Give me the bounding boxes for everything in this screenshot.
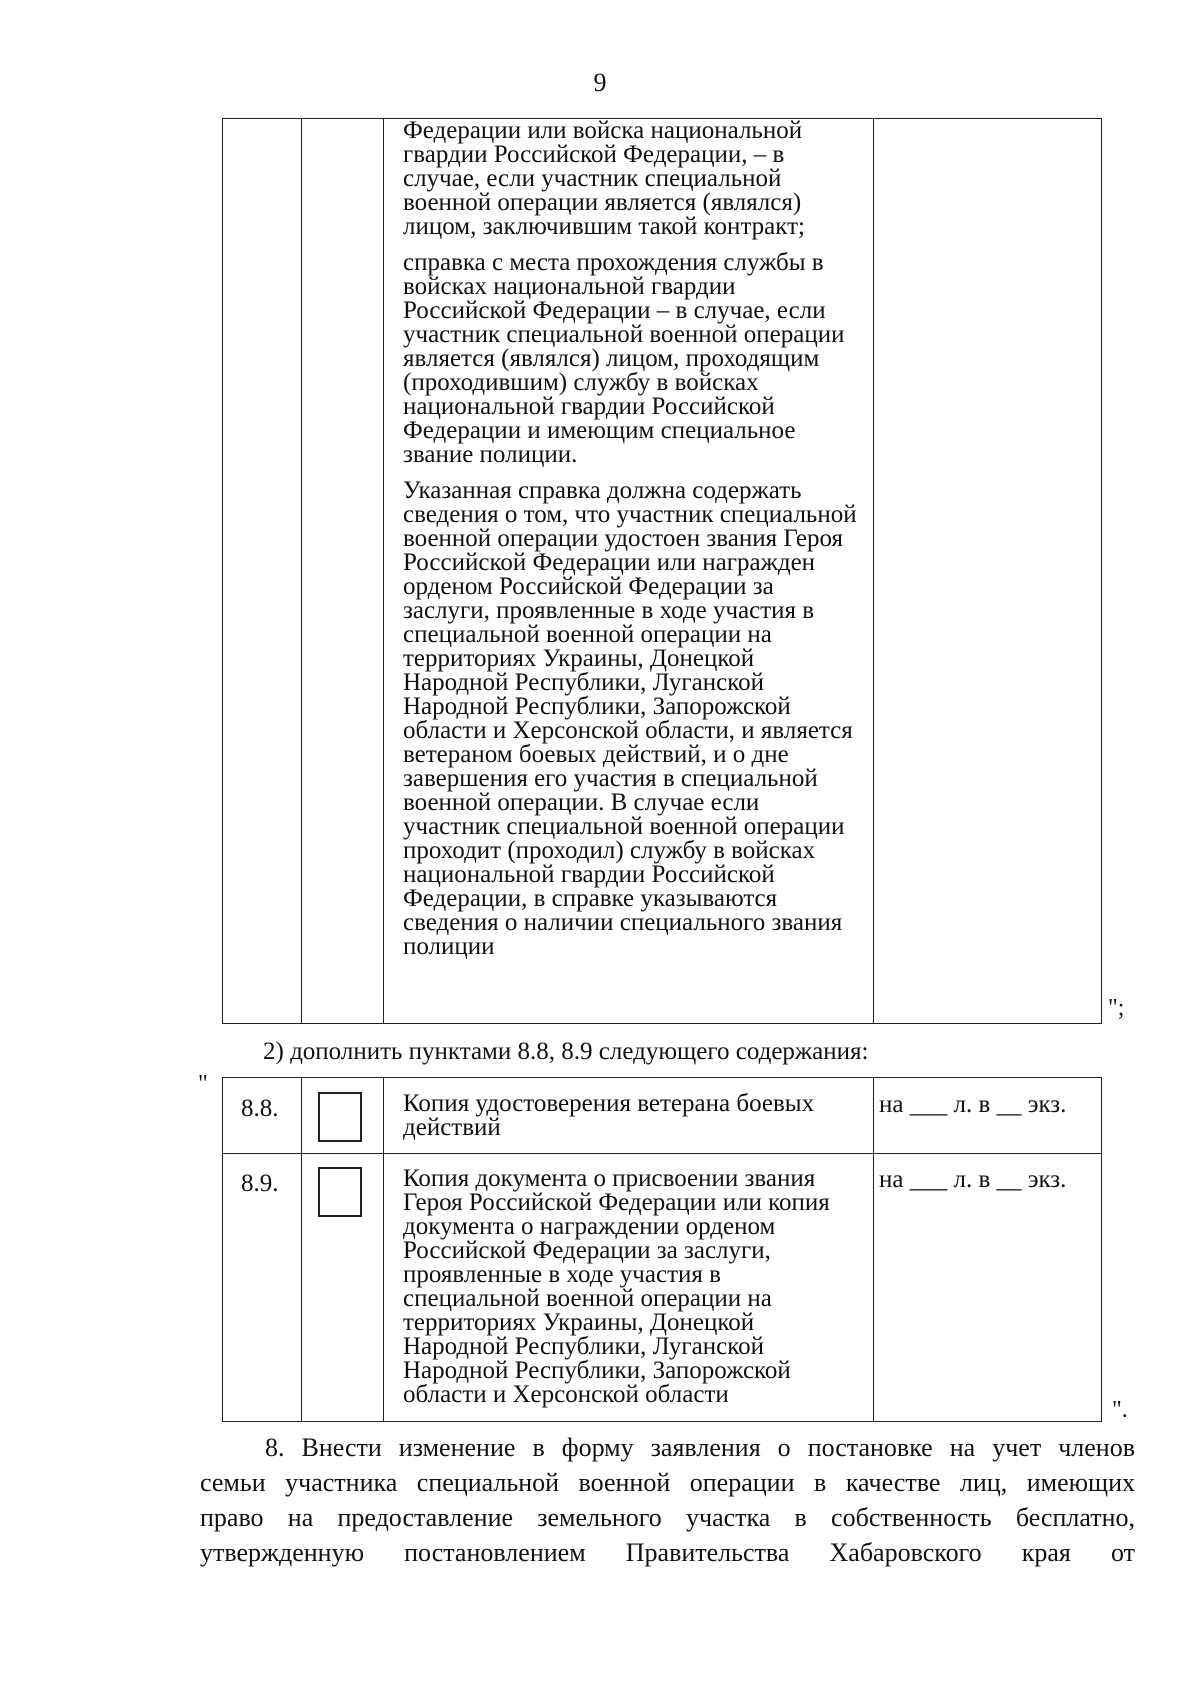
paragraph-line: утвержденную постановлением Правительства Хабаровского края от — [200, 1538, 1135, 1567]
column-divider — [301, 119, 302, 1023]
sheet-copy-count: на ___ л. в __ экз. — [879, 1091, 1067, 1118]
paragraph-line: право на предоставление земельного участка в собственность бесплатно, — [200, 1503, 1135, 1532]
item-number: 8.9. — [241, 1170, 279, 1197]
item-number: 8.8. — [241, 1095, 279, 1122]
paragraph-line: 8. Внести изменение в форму заявления о постановке на учет членов — [265, 1433, 1135, 1462]
page-number: 9 — [593, 68, 607, 97]
paragraph-8 — [200, 1430, 1135, 1570]
table-row — [223, 1153, 1101, 1421]
item-description: Копия документа о присвоении звания Героя Российской Федерации или копия документа о награждении орденом Российской Федерации за заслуги, проявленные в ходе участия в специальной военной операции на территориях Украины, Донецкой Народной Республики, Луганской Народной Республики, Запорожской области и Херсонской области — [403, 1165, 830, 1408]
description-paragraph: Федерации или войска национальной гвардии Российской Федерации, – в случае, если участник специальной военной операции является (являлся) лицом, заключившим такой контракт; — [403, 117, 805, 240]
column-divider — [383, 119, 384, 1023]
sheet-copy-count: на ___ л. в __ экз. — [879, 1166, 1067, 1193]
table-row — [223, 1078, 1101, 1153]
opening-quote-mark: " — [198, 1071, 208, 1097]
requirements-table-continuation — [222, 118, 1102, 1024]
item-description: Копия удостоверения ветерана боевых действий — [403, 1090, 815, 1141]
item-checkbox[interactable] — [318, 1092, 362, 1142]
document-description-cell — [391, 119, 861, 971]
new-items-table — [222, 1077, 1102, 1422]
closing-quote-mark: ". — [1112, 1397, 1128, 1423]
description-paragraph: справка с места прохождения службы в войсках национальной гвардии Российской Федерации – в случае, если участник специальной военной операции является (являлся) лицом, проходящим (проходившим) службу в войсках национальной гвардии Российской Федерации и имеющим специальное звание полиции. — [403, 249, 845, 468]
amendment-intro: 2) дополнить пунктами 8.8, 8.9 следующего содержания: — [263, 1038, 869, 1065]
description-paragraph: Указанная справка должна содержать сведения о том, что участник специальной военной операции удостоен звания Героя Российской Федерации или награжден орденом Российской Федерации за заслуги, проявленные в ходе участия в специальной военной операции на территориях Украины, Донецкой Народной Республики, Луганской Народной Республики, Запорожской области и Херсонской области, и является ветераном боевых действий, и о дне завершения его участия в специальной военной операции. В случае если участник специальной военной операции проходит (проходил) службу в войсках национальной гвардии Российской Федерации, в справке указываются сведения о наличии специального звания полиции — [403, 477, 857, 960]
closing-quote-mark: "; — [1108, 995, 1125, 1021]
item-checkbox[interactable] — [318, 1167, 362, 1217]
column-divider — [873, 119, 874, 1023]
paragraph-line: семьи участника специальной военной операции в качестве лиц, имеющих — [200, 1468, 1135, 1497]
